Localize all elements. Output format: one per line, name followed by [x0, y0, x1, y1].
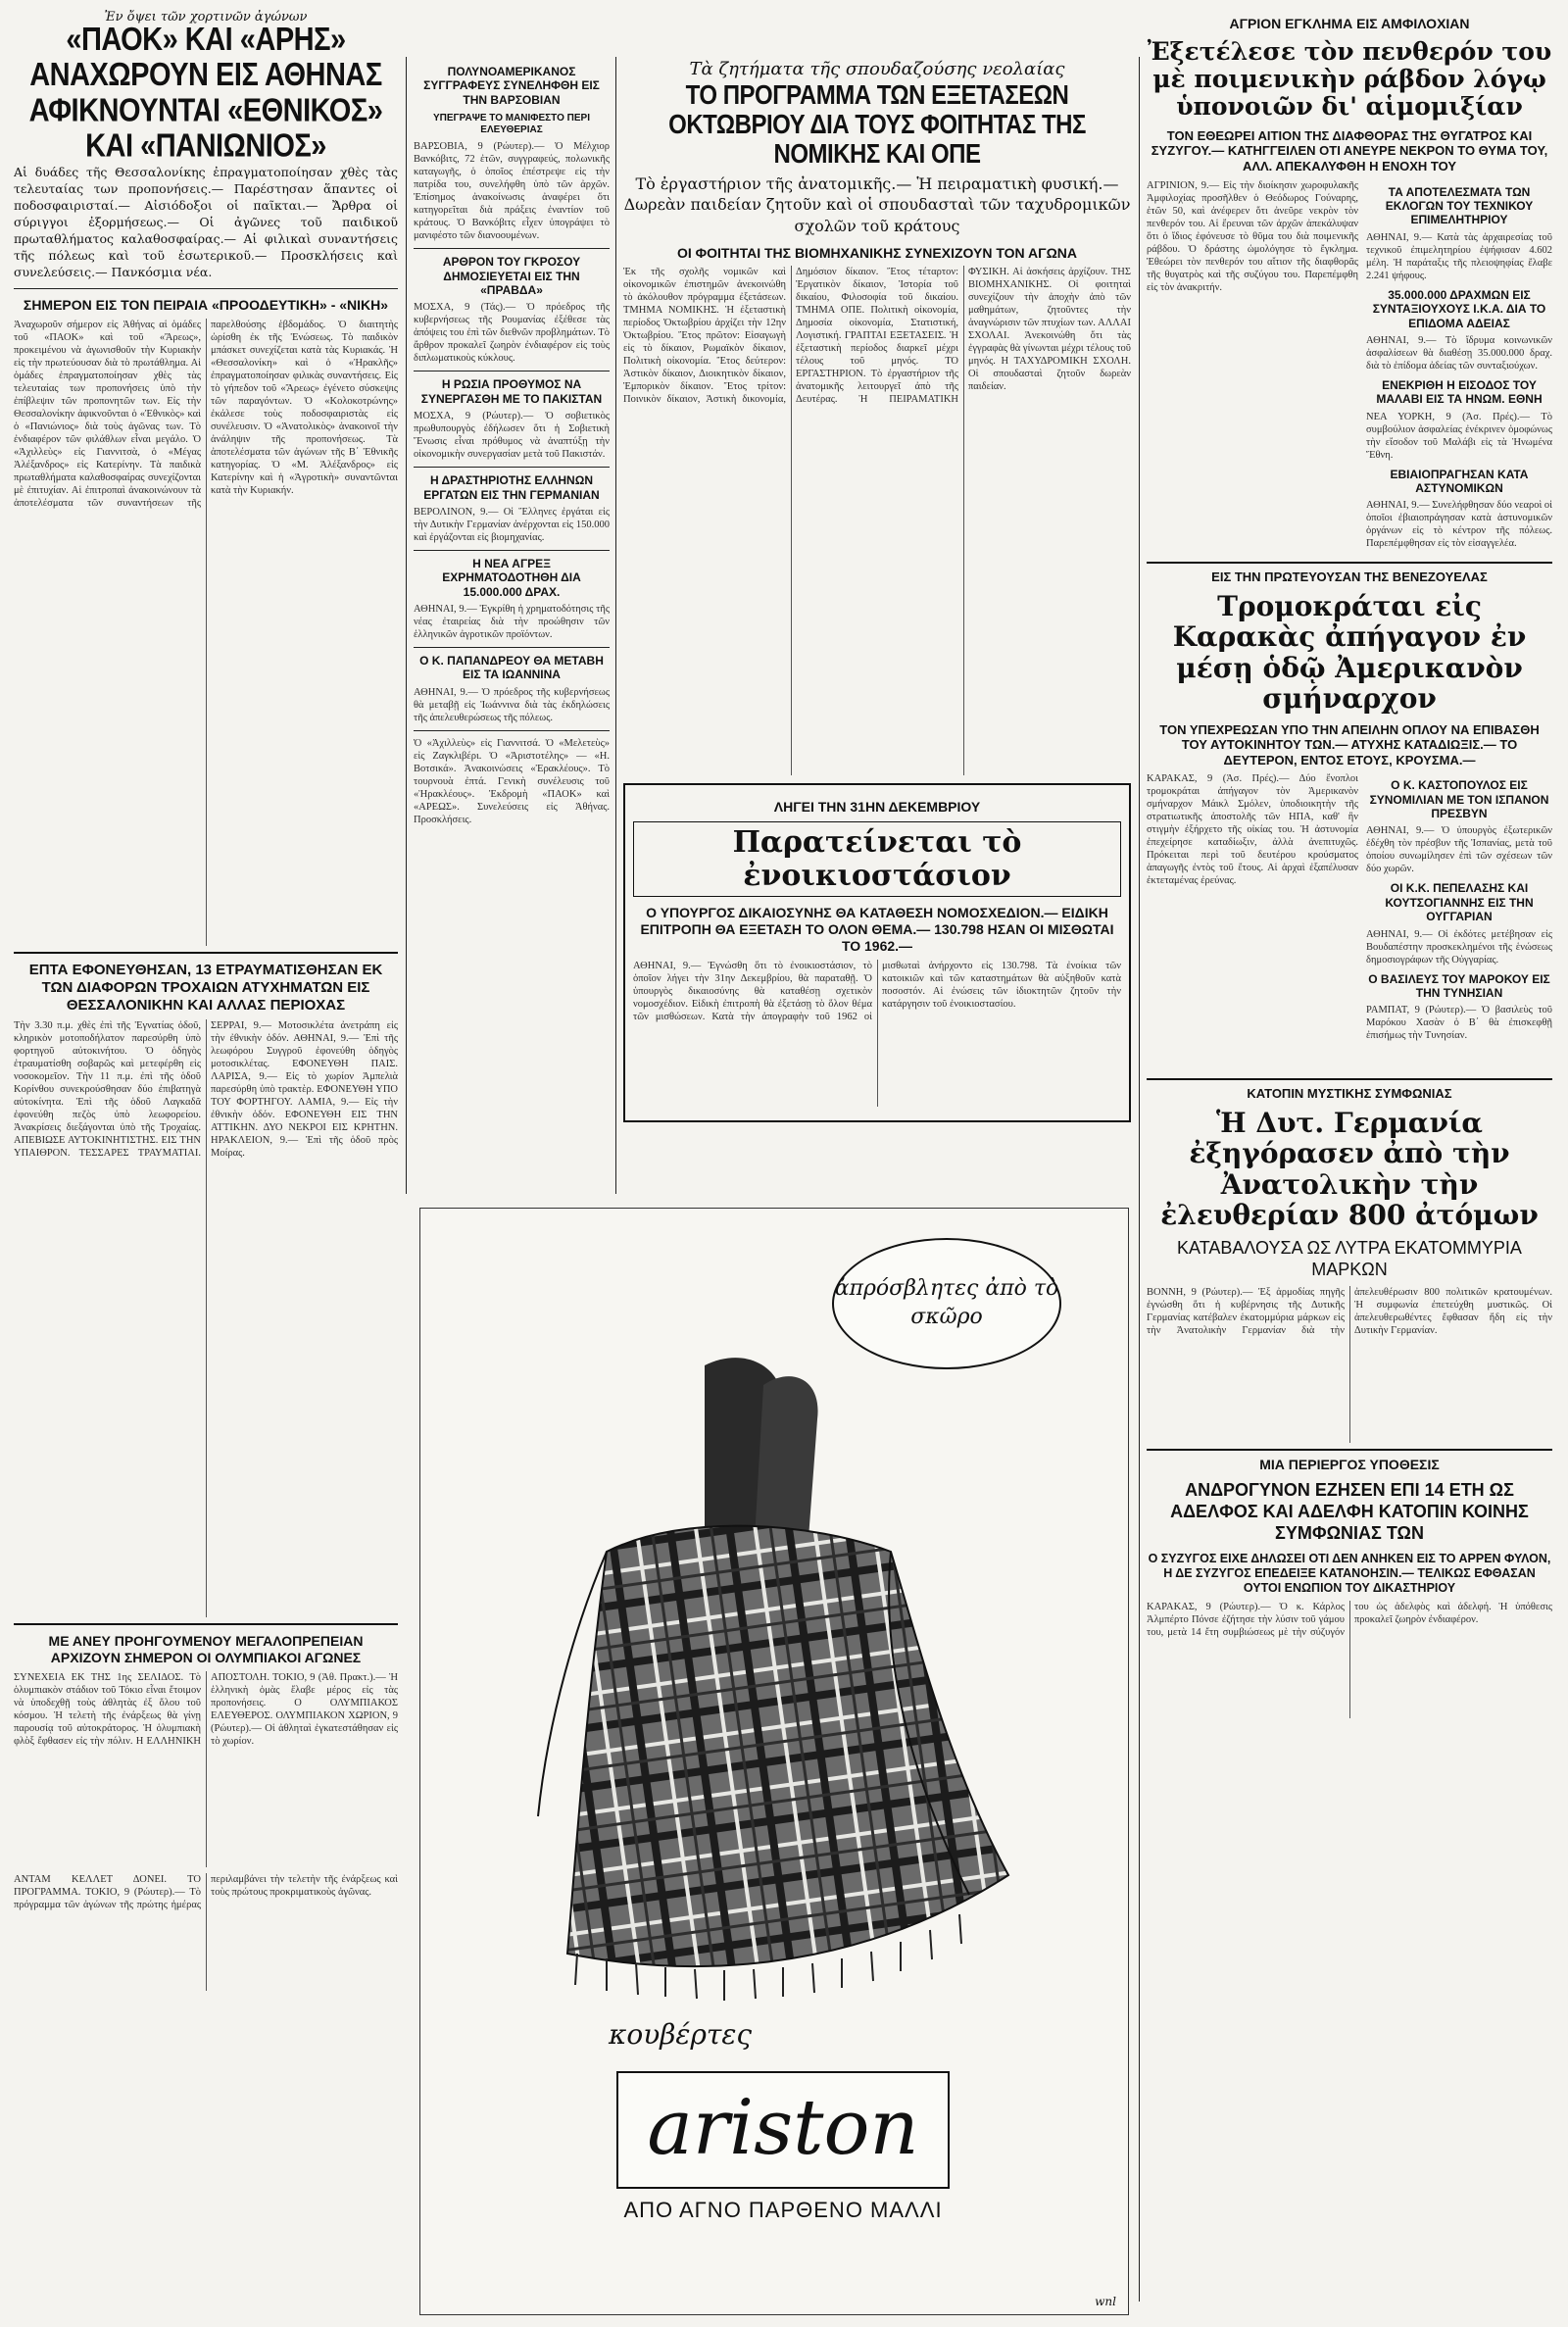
sports-body: Ἀναχωροῦν σήμερον εἰς Ἀθήνας αἱ ὁμάδες τοῦ «ΠΑΟΚ» καὶ τοῦ «Ἄρεως», προκειμένου νὰ ἀγωνισθοῦν τὴν Κυριακὴν εἰς τὴν πρωτεύουσαν διὰ τὸ πρωτάθλημα. Αἱ ὁμάδες ἐπραγματοποίησαν χθὲς τὰς τελευταίας των προπονήσεις ὑπὸ τὴν ἐπίβλεψιν τῶν προπονητῶν των. Εἰς τὴν Θεσσαλονίκην ἀφικνοῦνται ὁ «Ἐθνικὸς» καὶ ὁ «Πανιώνιος» διὰ τοὺς ἀγῶνας των. Τὸ ἐνδιαφέρον τῶν φιλάθλων εἶναι μεγάλο. Ὁ «Ἀχιλλεὺς» εἰς Γιαννιτσὰ, ὁ «Μέγας Ἀλέξανδρος» εἰς Κατερίνην. Τὰ παιδικὰ πρωταθλήματα καλαθοσφαίρας συνεχίζονται μὲ ἐπιτυχίαν. Αἱ ἐπιτροπαὶ ἀνακοινώνουν τὰ ἀποτελέσματα τῶν συναντήσεων τῆς παρελθούσης ἑβδομάδος. Ὁ διαιτητὴς ὡρίσθη ἐκ τῆς Ἐνώσεως. Τὸ παιδικὸν μπάσκετ συνεχίζεται κατὰ τὰς Κυριακάς. Ἡ «Θεσσαλονίκη» καὶ ὁ «Ἠρακλῆς» ἐπραγματοποίησαν φιλικὰς συναντήσεις. Εἰς τὸ γήπεδον τοῦ «Ἄρεως» ἐγένετο σύσκεψις τῶν παραγόντων. Ὁ «Κολοκοτρώνης» ἐκάλεσε τοὺς ποδοσφαιριστὰς εἰς συνέλευσιν. Ὁ «Ἀνατολικὸς» ἀνακοινοῖ τὴν ἀνάληψιν τῆς προπονήσεως. Τὰ ἀποτελέσματα τῶν ἀγώνων τῆς Β΄ Ἐθνικῆς κατηγορίας. Ὁ «Μ. Ἀλέξανδρος» εἰς Κατερίνην καὶ ἡ «Ἀγροτικὴ» συναντῶνται κατὰ τὴν Κυριακήν.: [14, 320, 398, 510]
venezuela-headline: Τρομοκράται εἰς Καρακὰς ἀπήγαγον ἐν μέσῃ ὁδῷ Ἀμερικανὸν σμήναρχον: [1172, 590, 1527, 716]
newspaper-page: [14, 10, 1554, 2317]
sports-headline: «ΠΑΟΚ» ΚΑΙ «ΑΡΗΣ» ΑΝΑΧΩΡΟΥΝ ΕΙΣ ΑΘΗΝΑΣ ΑΦΙΚΝΟΥΝΤΑΙ «ΕΘΝΙΚΟΣ» ΚΑΙ «ΠΑΝΙΩΝΙΟΣ»: [28, 22, 383, 165]
industrial-students-headline: ΟΙ ΦΟΙΤΗΤΑΙ ΤΗΣ ΒΙΟΜΗΧΑΝΙΚΗΣ ΣΥΝΕΧΙΖΟΥΝ ΤΟΝ ΑΓΩΝΑ: [676, 244, 1078, 261]
morocco-headline: Ο ΒΑΣΙΛΕΥΣ ΤΟΥ ΜΑΡΟΚΟΥ ΕΙΣ ΤΗΝ ΤΥΝΗΣΙΑΝ: [1368, 971, 1550, 1001]
police-body: ΑΘΗΝΑΙ, 9.— Συνελήφθησαν δύο νεαροὶ οἱ ὁποῖοι ἐβιαιοπράγησαν κατὰ ἀστυνομικῶν ὀργάνων εἰς τὸ κέντρον τῆς πόλεως. Παρεπέμφθησαν εἰς τὸν εἰσαγγελέα.: [1366, 500, 1552, 550]
couple-headline: ΑΝΔΡΟΓΥΝΟΝ ΕΖΗΣΕΝ ΕΠΙ 14 ΕΤΗ ΩΣ ΑΔΕΛΦΟΣ ΚΑΙ ΑΔΕΛΦΗ ΚΑΤΟΠΙΝ ΚΟΙΝΗΣ ΣΥΜΦΩΝΙΑΣ ΤΩΝ: [1170, 1480, 1529, 1543]
couple-subhead: Ο ΣΥΖΥΓΟΣ ΕΙΧΕ ΔΗΛΩΣΕΙ ΟΤΙ ΔΕΝ ΑΝΗΚΕΝ ΕΙΣ ΤΟ ΑΡΡΕΝ ΦΥΛΟΝ, Η ΔΕ ΣΥΖΥΓΟΣ ΕΠΕΔΕΙΞΕ ΚΑΤΑΝΟΗΣΙΝ.— ΤΕΛΙΚΩΣ ΕΦΘΑΣΑΝ ΟΥΤΟΙ ΕΝΩΠΙΟΝ ΤΟΥ ΔΙΚΑΣΤΗΡΙΟΥ: [1148, 1552, 1551, 1596]
olympics-body: ΣΥΝΕΧΕΙΑ ΕΚ ΤΗΣ 1ης ΣΕΛΙΔΟΣ. Τὸ ὁλυμπιακὸν στάδιον τοῦ Τόκιο εἶναι ἕτοιμον νὰ ὑποδεχθῇ τοὺς ἀθλητὰς ἐξ ὅλου τοῦ κόσμου. Ἡ τελετὴ τῆς ἐνάρξεως θὰ γίνῃ παρουσίᾳ τοῦ αὐτοκράτορος. Ἡ ὁλυμπιακὴ φλὸξ ἔφθασεν εἰς τὴν πόλιν. Η ΕΛΛΗΝΙΚΗ ΑΠΟΣΤΟΛΗ. ΤΟΚΙΟ, 9 (Ἀθ. Πρακτ.).— Ἡ ἑλληνικὴ ὁμὰς ἔλαβε μέρος εἰς τὰς προπονήσεις. Ο ΟΛΥΜΠΙΑΚΟΣ ΕΛΕΥΘΕΡΟΣ. ΟΛΥΜΠΙΑΚΟΝ ΧΩΡΙΟΝ, 9 (Ρώυτερ).— Οἱ ἀθληταὶ ἐγκατεστάθησαν εἰς τὸ χωρίον.: [14, 1671, 398, 1747]
crime-kicker: ΑΓΡΙΟΝ ΕΓΚΛΗΜΑ ΕΙΣ ΑΜΦΙΛΟΧΙΑΝ: [1229, 16, 1470, 31]
ad-brand-logo: [616, 2071, 950, 2189]
rent-control-kicker: ΛΗΓΕΙ ΤΗΝ 31ΗΝ ΔΕΚΕΜΒΡΙΟΥ: [773, 799, 981, 816]
students-headline: ΤΟ ΠΡΟΓΡΑΜΜΑ ΤΩΝ ΕΞΕΤΑΣΕΩΝ ΟΚΤΩΒΡΙΟΥ ΔΙΑ ΤΟΥΣ ΦΟΙΤΗΤΑΣ ΤΗΣ ΝΟΜΙΚΗΣ ΚΑΙ ΟΠΕ: [668, 80, 1086, 170]
olympics-body-2: ΑΝΤΑΜ ΚΕΛΛΕΤ ΔΟΝΕΙ. ΤΟ ΠΡΟΓΡΑΜΜΑ. ΤΟΚΙΟ, 9 (Ρώυτερ).— Τὸ πρόγραμμα τῶν ἀγώνων τῆς πρώτης ἡμέρας περιλαμβάνει τὴν τελετὴν τῆς ἐνάρξεως καὶ τοὺς πρώτους προκριματικοὺς ἀγῶνας.: [14, 1873, 398, 1910]
blanket-advertisement: [419, 1208, 1129, 2315]
malawi-headline: ΕΝΕΚΡΙΘΗ Η ΕΙΣΟΔΟΣ ΤΟΥ ΜΑΛΑΒΙ ΕΙΣ ΤΑ ΗΝΩΜ. ΕΘΝΗ: [1376, 377, 1543, 407]
tee-headline: ΤΑ ΑΠΟΤΕΛΕΣΜΑΤΑ ΤΩΝ ΕΚΛΟΓΩΝ ΤΟΥ ΤΕΧΝΙΚΟΥ ΕΠΙΜΕΛΗΤΗΡΙΟΥ: [1385, 184, 1534, 227]
agrex-headline: Η ΝΕΑ ΑΓΡΕΞ ΕΧΡΗΜΑΤΟΔΟΤΗΘΗ ΔΙΑ 15.000.000 ΔΡΑΧ.: [442, 556, 581, 599]
germany-kicker: ΚΑΤΟΠΙΝ ΜΥΣΤΙΚΗΣ ΣΥΜΦΩΝΙΑΣ: [1247, 1086, 1452, 1102]
ad-product-label: κουβέρτες: [609, 2018, 753, 2051]
venezuela-kicker: ΕΙΣ ΤΗΝ ΠΡΩΤΕΥΟΥΣΑΝ ΤΗΣ ΒΕΝΕΖΟΥΕΛΑΣ: [1211, 569, 1488, 585]
accidents-body: Τὴν 3.30 π.μ. χθὲς ἐπὶ τῆς Ἐγνατίας ὁδοῦ, κληρικὸν μοτοποδήλατον παρεσύρθη ὑπὸ φορτηγοῦ αὐτοκινήτου. Ὁ ὁδηγὸς ἐτραυματίσθη σοβαρῶς καὶ μετεφέρθη εἰς νοσοκομεῖον. Τὴν 11 π.μ. ἐπὶ τῆς ὁδοῦ Κορίνθου συνεκρούσθησαν δύο ἐπιβατηγὰ αὐτοκίνητα. Ἐπὶ τῆς ὁδοῦ Λαγκαδᾶ ἐφονεύθη πεζὸς ὑπὸ λεωφορείου. Ἀνακρίσεις διεξάγονται ὑπὸ τῆς Τροχαίας. ΑΠΕΒΙΩΣΕ ΑΥΤΟΚΙΝΗΤΙΣΤΗΣ. ΕΙΣ ΤΗΝ ΥΠΑΙΘΡΟΝ. ΤΕΣΣΑΡΕΣ ΤΡΑΥΜΑΤΙΑΙ. ΣΕΡΡΑΙ, 9.— Μοτοσικλέτα ἀνετράπη εἰς τὴν ἐθνικὴν ὁδόν. ΑΘΗΝΑΙ, 9.— Ἐπὶ τῆς λεωφόρου Συγγροῦ ἐφονεύθη ὁδηγὸς μοτοσικλέτας. ΕΦΟΝΕΥΘΗ ΠΑΙΣ. ΛΑΡΙΣΑ, 9.— Εἰς τὸ χωρίον Ἀμπελιὰ παρεσύρθη ὑπὸ τρακτὲρ. ΕΦΟΝΕΥΘΗ ΥΠΟ ΤΟΥ ΦΟΡΤΗΓΟΥ. ΛΑΜΙΑ, 9.— Εἰς τὴν ἐθνικὴν ὁδόν. ΕΦΟΝΕΥΘΗ ΕΙΣ ΤΗΝ ΑΤΤΙΚΗΝ. ΔΥΟ ΝΕΚΡΟΙ ΕΙΣ ΚΡΗΤΗΝ. ΗΡΑΚΛΕΙΟΝ, 9.— Ἐπὶ τῆς ὁδοῦ πρὸς Μοίρας.: [14, 1020, 398, 1160]
malawi-body: ΝΕΑ ΥΟΡΚΗ, 9 (Ἀσ. Πρές).— Τὸ συμβούλιον ἀσφαλείας ἐνέκρινεν ὁμοφώνως τὴν εἴσοδον τοῦ Μαλάβι εἰς τὰ Ἡνωμένα Ἔθνη.: [1366, 411, 1552, 461]
sports-subhead-piraeus: ΣΗΜΕΡΟΝ ΕΙΣ ΤΟΝ ΠΕΙΡΑΙΑ «ΠΡΟΟΔΕΥΤΙΚΗ» - «ΝΙΚΗ»: [23, 297, 389, 314]
greek-workers-body: ΒΕΡΟΛΙΝΟΝ, 9.— Οἱ Ἕλληνες ἐργάται εἰς τὴν Δυτικὴν Γερμανίαν ἀνέρχονται εἰς 150.000 καὶ ἐργάζονται εἰς βιομηχανίας.: [414, 506, 610, 543]
kastopoulos-body: ΑΘΗΝΑΙ, 9.— Ὁ ὑπουργὸς ἐξωτερικῶν ἐδέχθη τὸν πρέσβυν τῆς Ἰσπανίας, μετὰ τοῦ ὁποίου συνωμίλησεν ἐπὶ τῶν σχέσεων τῶν δύο χωρῶν.: [1366, 825, 1552, 875]
morocco-body: ΡΑΜΠΑΤ, 9 (Ρώυτερ).— Ὁ βασιλεὺς τοῦ Μαρόκου Χασὰν ὁ Β΄ θὰ ἐπισκεφθῇ ἐπισήμως τὴν Τυνησίαν.: [1366, 1005, 1552, 1042]
students-lede: Τὸ ἐργαστήριον τῆς ἀνατομικῆς.— Ἡ πειραματικὴ φυσική.— Δωρεὰν παιδείαν ζητοῦν καὶ οἱ σπουδασταὶ τῶν ταχυδρομικῶν σχολῶν τοῦ κράτους: [623, 173, 1131, 235]
papandreou-headline: Ο Κ. ΠΑΠΑΝΔΡΕΟΥ ΘΑ ΜΕΤΑΒΗ ΕΙΣ ΤΑ ΙΩΑΝΝΙΝΑ: [419, 654, 604, 682]
svg-text:ariston: ariston: [647, 2084, 919, 2172]
blanket-illustration: [460, 1326, 1097, 2003]
writer-arrest-headline: ΠΟΛΥΝΟΑΜΕΡΙΚΑΝΟΣ ΣΥΓΓΡΑΦΕΥΣ ΣΥΝΕΛΗΦΘΗ ΕΙΣ ΤΗΝ ΒΑΡΣΟΒΙΑΝ: [423, 65, 600, 107]
russia-pakistan-headline: Η ΡΩΣΙΑ ΠΡΟΘΥΜΟΣ ΝΑ ΣΥΝΕΡΓΑΣΘΗ ΜΕ ΤΟ ΠΑΚΙΣΤΑΝ: [420, 377, 603, 406]
hungary-body: ΑΘΗΝΑΙ, 9.— Οἱ ἐκδότες μετέβησαν εἰς Βουδαπέστην προσκεκλημένοι τῆς ἑνώσεως δημοσιογράφων τῆς Οὐγγαρίας.: [1366, 928, 1552, 965]
ika-headline: 35.000.000 ΔΡΑΧΜΩΝ ΕΙΣ ΣΥΝΤΑΞΙΟΥΧΟΥΣ Ι.Κ.Α. ΔΙΑ ΤΟ ΕΠΙΔΟΜΑ ΑΔΕΙΑΣ: [1372, 287, 1546, 330]
hungary-headline: ΟΙ Κ.Κ. ΠΕΠΕΛΑΣΗΣ ΚΑΙ ΚΟΥΤΣΟΓΙΑΝΝΗΣ ΕΙΣ ΤΗΝ ΟΥΓΓΑΡΙΑΝ: [1385, 881, 1534, 924]
ad-signature: wnl: [1095, 2295, 1116, 2308]
police-headline: ΕΒΙΑΙΟΠΡΑΓΗΣΑΝ ΚΑΤΑ ΑΣΤΥΝΟΜΙΚΩΝ: [1390, 467, 1529, 496]
papandreou-body: ΑΘΗΝΑΙ, 9.— Ὁ πρόεδρος τῆς κυβερνήσεως θὰ μεταβῇ εἰς Ἰωάννινα διὰ τὰς ἐκδηλώσεις τῆς ἀπελευθερώσεως τῆς πόλεως.: [414, 686, 610, 723]
sports-lede: Αἱ δυάδες τῆς Θεσσαλονίκης ἐπραγματοποίησαν χθὲς τὰς τελευταίας των προπονήσεις.— Παρέστησαν ἅπαντες οἱ ποδοσφαιρισταί.— Αἰσιόδοξοι οἱ παῖκται.— Ἄρθρα οἱ σύριγγοι ἐξορμήσεως.— Οἱ ἀγῶνες τοῦ παιδικοῦ πρωταθλήματος καλαθοσφαίρας.— Αἱ φιλικαὶ συναντήσεις τῆς πόλεως καὶ τοῦ ἐσωτερικοῦ.— Προσκλήσεις καὶ συνελεύσεις.— Πανκόσμια νέα.: [14, 165, 398, 279]
column-4: [1147, 10, 1552, 2264]
germany-headline: Ἡ Δυτ. Γερμανία ἐξηγόρασεν ἀπὸ τὴν Ἀνατολικὴν τὴν ἐλευθερίαν 800 ἀτόμων: [1160, 1106, 1539, 1231]
column-1: [14, 10, 398, 2264]
writer-arrest-body: ΒΑΡΣΟΒΙΑ, 9 (Ρώυτερ).— Ὁ Μέλχιορ Βανκόβιτς, 72 ἐτῶν, συγγραφεύς, πολωνικῆς καταγωγῆς, ὁ ὁποῖος ἐπέστρεψε εἰς τὴν πατρίδα του, συνελήφθη ὑπὸ τῶν ἀρχῶν. Ἐπίσημος ἀνακοίνωσις ἀναφέρει ὅτι κατηγορεῖται διὰ πράξεις ἐναντίον τοῦ κράτους. Ὁ Βανκόβιτς εἶχεν ὑπογράψει τὸ μανιφέστο τῶν διανοουμένων.: [414, 141, 610, 242]
sports-kicker: Ἐν ὄψει τῶν χορτινῶν ἀγώνων: [104, 10, 308, 25]
kastopoulos-headline: Ο Κ. ΚΑΣΤΟΠΟΥΛΟΣ ΕΙΣ ΣΥΝΟΜΙΛΙΑΝ ΜΕ ΤΟΝ ΙΣΠΑΝΟΝ ΠΡΕΣΒΥΝ: [1369, 778, 1549, 821]
russia-pakistan-body: ΜΟΣΧΑ, 9 (Ρώυτερ).— Ὁ σοβιετικὸς πρωθυπουργὸς ἐδήλωσεν ὅτι ἡ Σοβιετικὴ Ἕνωσις εἶναι πρόθυμος νὰ ἀναπτύξῃ τὴν οἰκονομικὴν συνεργασίαν μετὰ τοῦ Πακιστάν.: [414, 411, 610, 461]
agrex-body: ΑΘΗΝΑΙ, 9.— Ἐγκρίθη ἡ χρηματοδότησις τῆς νέας ἐταιρείας διὰ τὴν προώθησιν τῶν ἑλληνικῶν ἀγροτικῶν προϊόντων.: [414, 604, 610, 641]
column-3: [623, 59, 1131, 1196]
column-2: [414, 59, 610, 1206]
rent-control-headline: Παρατείνεται τὸ ἐνοικιοστάσιον: [633, 821, 1121, 897]
germany-body: ΒΟΝΝΗ, 9 (Ρώυτερ).— Ἐξ ἀρμοδίας πηγῆς ἐγνώσθη ὅτι ἡ κυβέρνησις τῆς Δυτικῆς Γερμανίας κατέβαλεν ἑκατομμύρια μάρκων εἰς τὴν Ἀνατολικὴν Γερμανίαν διὰ τὴν ἀπελευθέρωσιν 800 πολιτικῶν κρατουμένων. Ἡ συμφωνία ἐπετεύχθη μυστικῶς. Οἱ ἀπελευθερωθέντες ἔφθασαν ἤδη εἰς τὴν Δυτικὴν Γερμανίαν.: [1147, 1286, 1552, 1336]
tee-body: ΑΘΗΝΑΙ, 9.— Κατὰ τὰς ἀρχαιρεσίας τοῦ τεχνικοῦ ἐπιμελητηρίου ἐψήφισαν 4.602 μέλη. Ἡ παράταξις τῆς πλειοψηφίας ἔλαβε 2.241 ψήφους.: [1366, 231, 1552, 281]
writer-arrest-subhead: ΥΠΕΓΡΑΨΕ ΤΟ ΜΑΝΙΦΕΣΤΟ ΠΕΡΙ ΕΛΕΥΘΕΡΙΑΣ: [433, 113, 590, 136]
olympics-headline: ΜΕ ΑΝΕΥ ΠΡΟΗΓΟΥΜΕΝΟΥ ΜΕΓΑΛΟΠΡΕΠΕΙΑΝ ΑΡΧΙΖΟΥΝ ΣΗΜΕΡΟΝ ΟΙ ΟΛΥΜΠΙΑΚΟΙ ΑΓΩΝΕΣ: [48, 1633, 364, 1665]
ad-speech-bubble: ἀπρόσβλητες ἀπὸ τὸ σκῶρο: [832, 1238, 1061, 1369]
venezuela-body: ΚΑΡΑΚΑΣ, 9 (Ἀσ. Πρές).— Δύο ἔνοπλοι τρομοκράται ἀπήγαγον τὸν Ἀμερικανὸν σμήναρχον Μάικλ Σμόλεν, ὑποδιοικητὴν τῆς στρατιωτικῆς ἀποστολῆς τῶν ΗΠΑ, καθ' ἣν στιγμὴν ἐξήρχετο τῆς οἰκίας του. Ἡ ἀστυνομία ἐπεχείρησε καταδίωξιν, ἀλλὰ ἀνεπιτυχῶς. Πρόκειται περὶ τοῦ δευτέρου κρούσματος ἀπαγωγῆς ἐντὸς τοῦ ἔτους. Αἱ ἀρχαὶ ἐξαπέλυσαν ἐκτεταμένας ἐρεύνας.: [1147, 773, 1358, 887]
pravda-body: ΜΟΣΧΑ, 9 (Τάς).— Ὁ πρόεδρος τῆς κυβερνήσεως τῆς Ρουμανίας ἐξέθεσε τὰς ἀπόψεις του ἐπὶ τῶν διεθνῶν προβλημάτων. Τὸ ἄρθρον προκαλεῖ ζωηρὸν ἐνδιαφέρον εἰς τοὺς διπλωματικοὺς κύκλους.: [414, 302, 610, 365]
ika-body: ΑΘΗΝΑΙ, 9.— Τὸ ἴδρυμα κοινωνικῶν ἀσφαλίσεων θὰ διαθέσῃ 35.000.000 δραχ. διὰ τὸ ἐπίδομα ἀδείας τῶν συνταξιούχων.: [1366, 334, 1552, 371]
students-body: Ἐκ τῆς σχολῆς νομικῶν καὶ οἰκονομικῶν ἐπιστημῶν ἀνεκοινώθη τὸ ἀκόλουθον πρόγραμμα ἐξετάσεων. ΤΜΗΜΑ ΝΟΜΙΚΗΣ. Ἡ ἐξεταστικὴ περίοδος Ὀκτωβρίου ἀρχίζει τὴν 12ην Ὀκτωβρίου. Ἔτος πρῶτον: Εἰσαγωγὴ εἰς τὸ δίκαιον, Ρωμαϊκὸν δίκαιον, Πολιτικὴ οἰκονομία. Ἔτος δεύτερον: Ἀστικὸν δίκαιον, Διοικητικὸν δίκαιον, Ἐμπορικὸν δίκαιον. Ἔτος τρίτον: Ποινικὸν δίκαιον, Ἀστικὴ δικονομία, Δημόσιον δίκαιον. Ἔτος τέταρτον: Ἐργατικὸν δίκαιον, Ἱστορία τοῦ δικαίου, Φιλοσοφία τοῦ δικαίου. ΤΜΗΜΑ ΟΠΕ. Πολιτικὴ οἰκονομία, Δημοσία οἰκονομία, Στατιστική, Λογιστική. ΓΡΑΠΤΑΙ ΕΞΕΤΑΣΕΙΣ. Ἡ ἐξεταστικὴ περίοδος διαρκεῖ μέχρι τέλους τοῦ μηνός. ΤΟ ΕΡΓΑΣΤΗΡΙΟΝ. Τὸ ἐργαστήριον τῆς ἀνατομικῆς λειτουργεῖ ἀπὸ τῆς Δευτέρας. Ἡ ΠΕΙΡΑΜΑΤΙΚΗ ΦΥΣΙΚΗ. Αἱ ἀσκήσεις ἀρχίζουν. ΤΗΣ ΒΙΟΜΗΧΑΝΙΚΗΣ. Οἱ φοιτηταὶ συνεχίζουν τὴν ἀποχὴν ἀπὸ τῶν μαθημάτων, ζητοῦντες τὴν ἀναγνώρισιν τῶν πτυχίων των. ΑΛΛΑΙ ΣΧΟΛΑΙ. Ἀνεκοινώθη ὅτι τὰς ἐγγραφὰς θὰ γίνωνται μέχρι τέλους τοῦ μηνός. Η ΤΑΧΥΔΡΟΜΙΚΗ ΣΧΟΛΗ. Οἱ σπουδασταὶ ζητοῦν δωρεὰν παιδείαν.: [623, 267, 1131, 406]
accidents-headline: ΕΠΤΑ ΕΦΟΝΕΥΘΗΣΑΝ, 13 ΕΤΡΑΥΜΑΤΙΣΘΗΣΑΝ ΕΚ ΤΩΝ ΔΙΑΦΟΡΩΝ ΤΡΟΧΑΙΩΝ ΑΤΥΧΗΜΑΤΩΝ ΕΙΣ ΘΕΣΣΑΛΟΝΙΚΗΝ ΚΑΙ ΑΛΛΑΣ ΠΕΡΙΟΧΑΣ: [28, 962, 383, 1015]
sports-briefs: Ὁ «Ἀχιλλεὺς» εἰς Γιαννιτσά. Ὁ «Μελετεὺς» εἰς Ζαγκλιβέρι. Ὁ «Ἀριστοτέλης» — «Η. Βοτσικά». Ἀνακοινώσεις «Ἐρακλέους». Τὸ τουρνουὰ ἐπτά. Γενικὴ συνέλευσις τοῦ «Ἡρακλέους». Ἐκδρομὴ «ΠΑΟΚ» καὶ «ΑΡΕΩΣ». Συνελεύσεις εἰς Ἀθήνας. Προσκλήσεις.: [414, 737, 610, 825]
crime-subhead: ΤΟΝ ΕΘΕΩΡΕΙ ΑΙΤΙΟΝ ΤΗΣ ΔΙΑΦΘΟΡΑΣ ΤΗΣ ΘΥΓΑΤΡΟΣ ΚΑΙ ΣΥΖΥΓΟΥ.— ΚΑΤΗΓΓΕΙΛΕΝ ΟΤΙ ΑΝΕΥΡΕ ΝΕΚΡΟΝ ΤΟ ΘΥΜΑ ΤΟΥ, ΑΛΛ. ΑΠΕΚΑΛΥΦΘΗ Η ΕΝΟΧΗ ΤΟΥ: [1151, 127, 1548, 173]
couple-body: ΚΑΡΑΚΑΣ, 9 (Ρώυτερ).— Ὁ κ. Κάρλος Ἀλμπέρτο Πόνσε ἐζήτησε τὴν λύσιν τοῦ γάμου του, μετὰ 14 ἔτη συμβιώσεως μὲ τὴν σύζυγόν του ὡς ἀδελφὸς καὶ ἀδελφή. Ἡ ὑπόθεσις προκαλεῖ ζωηρὸν ἐνδιαφέρον.: [1147, 1602, 1552, 1639]
pravda-headline: ΑΡΘΡΟΝ ΤΟΥ ΓΚΡΟΣΟΥ ΔΗΜΟΣΙΕΥΕΤΑΙ ΕΙΣ ΤΗΝ «ΠΡΑΒΔΑ»: [442, 255, 581, 297]
rent-control-subhead: Ο ΥΠΟΥΡΓΟΣ ΔΙΚΑΙΟΣΥΝΗΣ ΘΑ ΚΑΤΑΘΕΣΗ ΝΟΜΟΣΧΕΔΙΟΝ.— ΕΙΔΙΚΗ ΕΠΙΤΡΟΠΗ ΘΑ ΕΞΕΤΑΣΗ ΤΟ ΟΛΟΝ ΘΕΜΑ.— 130.798 ΗΣΑΝ ΟΙ ΜΙΣΘΩΤΑΙ ΤΟ 1962.—: [640, 905, 1114, 954]
greek-workers-headline: Η ΔΡΑΣΤΗΡΙΟΤΗΣ ΕΛΛΗΝΩΝ ΕΡΓΑΤΩΝ ΕΙΣ ΤΗΝ ΓΕΡΜΑΝΙΑΝ: [423, 473, 600, 502]
rent-control-box: [623, 783, 1131, 1121]
crime-headline: Ἐξετέλεσε τὸν πενθερόν του μὲ ποιμενικὴν ράβδον λόγῳ ὑπονοιῶν δι' αἱμομιξίαν: [1147, 36, 1552, 121]
couple-kicker: ΜΙΑ ΠΕΡΙΕΡΓΟΣ ΥΠΟΘΕΣΙΣ: [1259, 1456, 1440, 1472]
rent-control-body: ΑΘΗΝΑΙ, 9.— Ἐγνώσθη ὅτι τὸ ἐνοικιοστάσιον, τὸ ὁποῖον λήγει τὴν 31ην Δεκεμβρίου, θὰ παραταθῇ. Ὁ ὑπουργὸς δικαιοσύνης θὰ καταθέσῃ σχετικὸν νομοσχέδιον. Εἰδικὴ ἐπιτροπὴ θὰ ἐξετάσῃ τὸ ὅλον θέμα τῶν μισθώσεων. Κατὰ τὴν ἀπογραφὴν τοῦ 1962 οἱ μισθωταὶ ἀνήρχοντο εἰς 130.798. Τὰ ἐνοίκια τῶν κατοικιῶν καὶ τῶν καταστημάτων θὰ αὐξηθοῦν κατὰ ποσοστόν. Αἱ ἐνώσεις τῶν ἰδιοκτητῶν ζητοῦν τὴν κατάργησιν τοῦ ἐνοικιοστασίου.: [633, 960, 1121, 1022]
students-kicker: Τὰ ζητήματα τῆς σπουδαζούσης νεολαίας: [689, 59, 1065, 79]
crime-body: ΑΓΡΙΝΙΟΝ, 9.— Εἰς τὴν διοίκησιν χωροφυλακῆς Ἀμφιλοχίας προσῆλθεν ὁ Θεόδωρος Γούναρης, ἐτῶν 50, καὶ ἀνέφερεν ὅτι ἀνεῦρε νεκρὸν τὸν πενθερόν του. Αἱ ἔρευναι τῶν ἀρχῶν ἀπεκάλυψαν ὅτι ὁ ἴδιος ἐφόνευσε τὸ θῦμα του διὰ ποιμενικῆς ράβδου. Ὁ δράστης ὡμολόγησε τὸ ἔγκλημα. Ἐθεώρει τὸν πενθερόν του αἴτιον τῆς διαφθορᾶς τῆς θυγατρὸς καὶ τῆς συζύγου του. Παρεπέμφθη εἰς τὸν ἀνακριτήν.: [1147, 179, 1358, 293]
ad-tagline: ΑΠΟ ΑΓΝΟ ΠΑΡΘΕΝΟ ΜΑΛΛΙ: [623, 2198, 943, 2222]
germany-subhead: ΚΑΤΑΒΑΛΟΥΣΑ ΩΣ ΛΥΤΡΑ ΕΚΑΤΟΜΜΥΡΙΑ ΜΑΡΚΩΝ: [1177, 1238, 1522, 1279]
venezuela-subhead: ΤΟΝ ΥΠΕΧΡΕΩΣΑΝ ΥΠΟ ΤΗΝ ΑΠΕΙΛΗΝ ΟΠΛΟΥ ΝΑ ΕΠΙΒΑΣΘΗ ΤΟΥ ΑΥΤΟΚΙΝΗΤΟΥ ΤΩΝ.— ΑΤΥΧΗΣ ΚΑΤΑΔΙΩΞΙΣ.— ΤΟ ΔΕΥΤΕΡΟΝ, ΕΝΤΟΣ ΕΤΟΥΣ, ΚΡΟΥΣΜΑ.—: [1159, 721, 1540, 767]
